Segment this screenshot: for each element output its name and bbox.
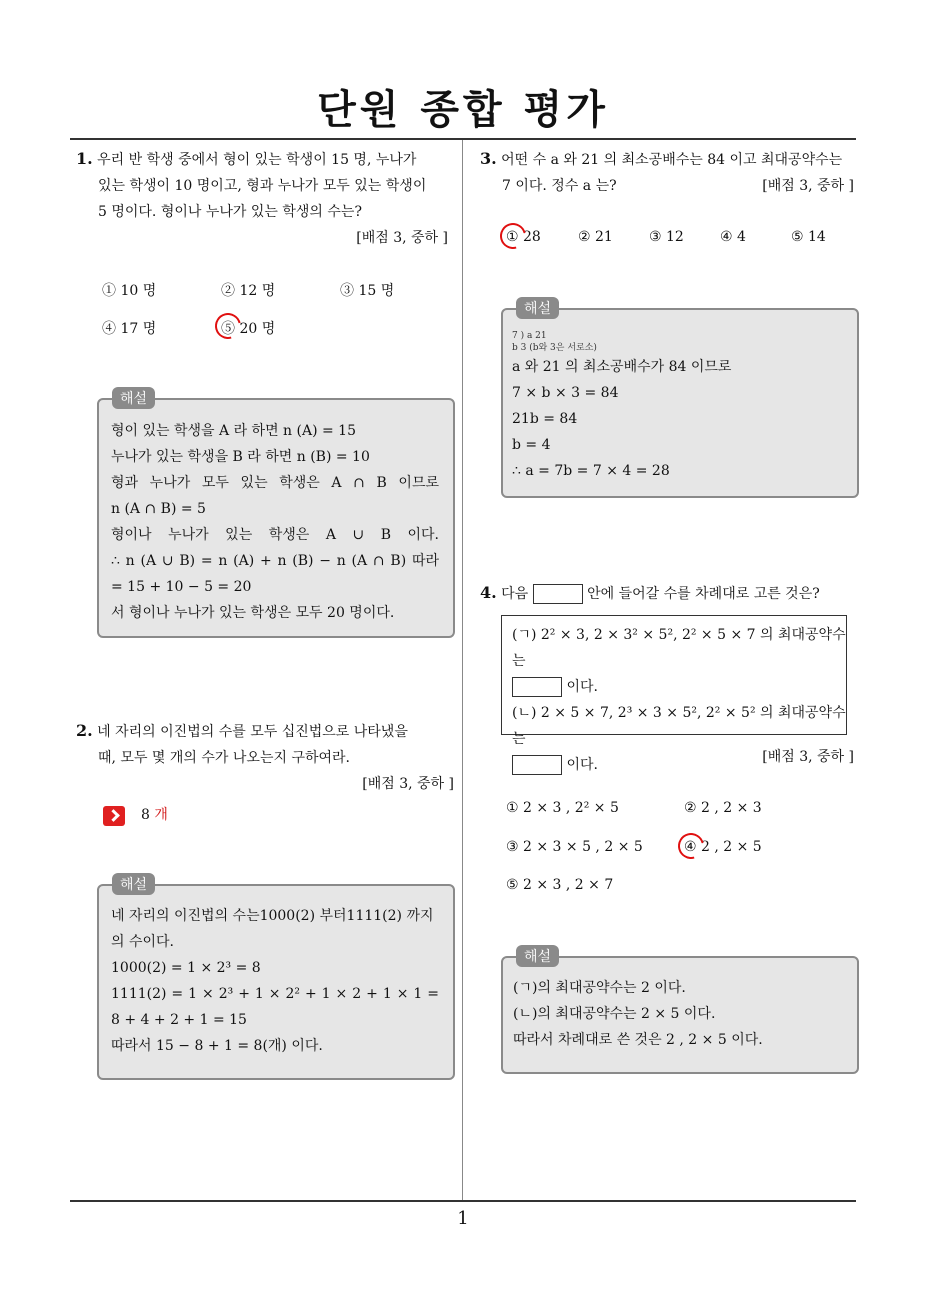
choice-2[interactable]: ② 21 <box>578 229 613 245</box>
solution-line: ∴ n (A ∪ B) = n (A) + n (B) − n (A ∩ B) 따라 <box>111 553 439 569</box>
solution-text <box>111 903 439 1059</box>
answer-arrow-icon <box>103 806 125 826</box>
solution-tag: 해설 <box>112 873 155 895</box>
solution-line: 8 + 4 + 2 + 1 = 15 <box>111 1012 247 1028</box>
question-number: 1. <box>76 149 93 168</box>
choice-4[interactable]: ④ 4 <box>720 229 746 245</box>
answer-unit: 개 <box>154 807 168 823</box>
choice-5[interactable]: ⑤ 14 <box>791 229 826 245</box>
score-label: [배점 3, 중하 ] <box>762 178 854 194</box>
question-1 <box>76 146 456 251</box>
answer-mark-circle <box>210 308 246 344</box>
solution-text <box>513 975 843 1053</box>
choice-2[interactable]: ② 12 명 <box>221 283 276 299</box>
condition-line: 이다. <box>566 757 598 773</box>
question-text-line: 네 자리의 이진법의 수를 모두 십진법으로 나타냈을 <box>97 724 408 740</box>
top-rule <box>70 138 856 140</box>
question-text-line: 어떤 수 a 와 21 의 최소공배수는 84 이고 최대공약수는 <box>501 152 843 168</box>
question-text-line: 7 이다. 정수 a 는? <box>502 178 617 194</box>
solution-line: 형과 누나가 모두 있는 학생은 A ∩ B 이므로 <box>111 475 439 491</box>
choice-1[interactable]: ① 28 <box>506 229 541 245</box>
solution-text <box>111 418 439 626</box>
question-4 <box>480 580 858 607</box>
answer-mark-circle <box>495 218 531 254</box>
solution-line: n (A ∩ B) = 5 <box>111 501 206 517</box>
choice-4[interactable]: ④ 2 , 2 × 5 <box>684 839 762 855</box>
choice-1[interactable]: ① 10 명 <box>102 283 157 299</box>
score-label: [배점 3, 중하 ] <box>356 230 448 246</box>
solution-line: a 와 21 의 최소공배수가 84 이므로 <box>512 359 732 375</box>
question-text-line: 5 명이다. 형이나 누나가 있는 학생의 수는? <box>98 204 362 220</box>
solution-line: = 15 + 10 − 5 = 20 <box>111 579 252 595</box>
page-title: 단원 종합 평가 <box>317 87 609 133</box>
solution-line: 네 자리의 이진법의 수는1000(2) 부터1111(2) 까지 <box>111 908 434 924</box>
question-text: 다음 <box>501 586 529 602</box>
question-text-line: 때, 모두 몇 개의 수가 나오는지 구하여라. <box>98 750 350 766</box>
blank-box <box>512 677 562 697</box>
condition-line: 이다. <box>566 679 598 695</box>
solution-line: (ㄱ)의 최대공약수는 2 이다. <box>513 980 686 996</box>
choice-3[interactable]: ③ 15 명 <box>340 283 395 299</box>
solution-tag: 해설 <box>516 945 559 967</box>
choice-3[interactable]: ③ 2 × 3 × 5 , 2 × 5 <box>506 839 643 855</box>
solution-tag: 해설 <box>516 297 559 319</box>
solution-line: 형이나 누나가 있는 학생은 A ∪ B 이다. <box>111 527 439 543</box>
question-number: 2. <box>76 721 93 740</box>
question-number: 3. <box>480 149 497 168</box>
solution-line: 따라서 15 − 8 + 1 = 8(개) 이다. <box>111 1038 323 1054</box>
solution-line: (ㄴ)의 최대공약수는 2 × 5 이다. <box>513 1006 716 1022</box>
answer <box>141 804 168 824</box>
solution-tag: 해설 <box>112 387 155 409</box>
solution-line: ∴ a = 7b = 7 × 4 = 28 <box>512 463 670 479</box>
score-label: [배점 3, 중하 ] <box>362 776 454 792</box>
question-number: 4. <box>480 583 497 602</box>
solution-line: 누나가 있는 학생을 B 라 하면 n (B) = 10 <box>111 449 370 465</box>
solution-line: 7 ) a 21 <box>512 331 547 341</box>
question-text: 안에 들어갈 수를 차례대로 고른 것은? <box>587 586 820 602</box>
choice-3[interactable]: ③ 12 <box>649 229 684 245</box>
question-text-line: 있는 학생이 10 명이고, 형과 누나가 모두 있는 학생이 <box>98 178 427 194</box>
solution-line: b = 4 <box>512 437 551 453</box>
solution-line: 21b = 84 <box>512 411 578 427</box>
blank-box <box>533 584 583 604</box>
condition-line: (ㄴ) 2 × 5 × 7, 2³ × 3 × 5², 2² × 5² 의 최대공약수는 <box>512 705 846 747</box>
question-2 <box>76 718 456 797</box>
column-divider <box>462 140 463 1202</box>
solution-line: 형이 있는 학생을 A 라 하면 n (A) = 15 <box>111 423 356 439</box>
solution-line: 1111(2) = 1 × 2³ + 1 × 2² + 1 × 2 + 1 × 1 = <box>111 986 439 1002</box>
question-text-line: 우리 반 학생 중에서 형이 있는 학생이 15 명, 누나가 <box>97 152 417 168</box>
choice-1[interactable]: ① 2 × 3 , 2² × 5 <box>506 800 619 816</box>
answer-mark-circle <box>673 828 709 864</box>
choice-5[interactable]: ⑤ 2 × 3 , 2 × 7 <box>506 877 614 893</box>
solution-line: 의 수이다. <box>111 934 174 950</box>
solution-text <box>512 330 842 484</box>
solution-line: 1000(2) = 1 × 2³ = 8 <box>111 960 261 976</box>
answer-value: 8 <box>141 807 150 823</box>
question-3 <box>480 146 858 199</box>
page-number: 1 <box>457 1208 469 1229</box>
blank-box <box>512 755 562 775</box>
solution-line: 서 형이나 누나가 있는 학생은 모두 20 명이다. <box>111 605 395 621</box>
choice-5[interactable]: ⑤ 20 명 <box>221 321 276 337</box>
bottom-rule <box>70 1200 856 1202</box>
solution-line: b 3 (b와 3은 서로소) <box>512 343 597 353</box>
score-label: [배점 3, 중하 ] <box>762 749 854 765</box>
condition-line: (ㄱ) 2² × 3, 2 × 3² × 5², 2² × 5 × 7 의 최대공약수는 <box>512 627 846 669</box>
solution-line: 7 × b × 3 = 84 <box>512 385 619 401</box>
choice-2[interactable]: ② 2 , 2 × 3 <box>684 800 762 816</box>
solution-line: 따라서 차례대로 쓴 것은 2 , 2 × 5 이다. <box>513 1032 763 1048</box>
choice-4[interactable]: ④ 17 명 <box>102 321 157 337</box>
